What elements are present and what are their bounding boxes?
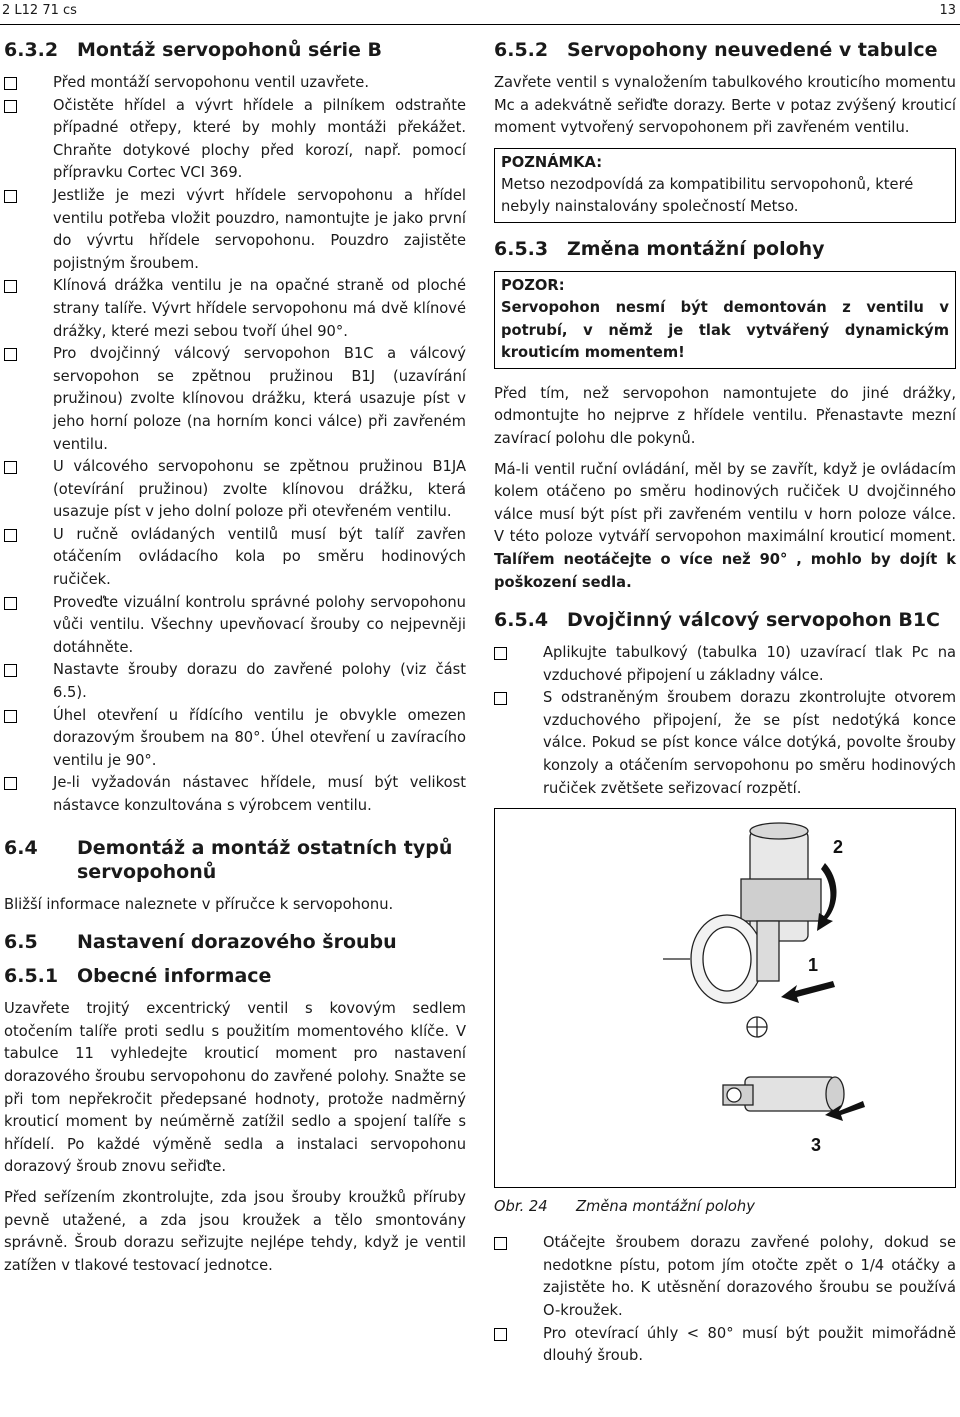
section-number: 6.5.3 — [494, 237, 549, 260]
note-body: Metso nezodpovídá za kompatibilitu servopohonů, které nebyly nainstalovány společností Metso. — [501, 175, 914, 216]
right-column — [494, 38, 956, 1368]
section-title: Změna montážní polohy — [567, 237, 825, 260]
heading-6-5-3 — [494, 237, 956, 261]
list-item: Je-li vyžadován nástavec hřídele, musí být velikost nástavce konzultována s výrobcem ventilu. — [4, 772, 466, 817]
checkbox-icon — [494, 1237, 507, 1250]
checklist-after-figure — [494, 1232, 956, 1368]
checkbox-icon — [494, 692, 507, 705]
warning-body: Servopohon nesmí být demontován z ventilu v potrubí, v němž je tlak vytvářený dynamickým krouticím momentem! — [501, 298, 949, 362]
note-box — [494, 148, 956, 223]
section-title: Demontáž a montáž ostatních typů servopohonů — [77, 836, 453, 883]
list-item: U ručně ovládaných ventilů musí být talíř zavřen otáčením ovládacího kola po směru hodinových ručiček. — [4, 524, 466, 592]
checkbox-icon — [494, 647, 507, 660]
paragraph: Bližší informace naleznete v příručce k servopohonu. — [4, 895, 394, 913]
checkbox-icon — [4, 280, 17, 293]
list-item: Nastavte šrouby dorazu do zavřené polohy (viz část 6.5). — [4, 659, 466, 704]
list-item: S odstraněným šroubem dorazu zkontrolujte otvorem vzduchového připojení, že se píst nedotýká konce válce. Pokud se píst konce válce dotýká, povolte šrouby konzoly a otáčením servopohonu po směru hodinových ručiček zvětšete seřizovací rozpětí. — [494, 687, 956, 800]
checkbox-icon — [494, 1328, 507, 1341]
actuator-illustration — [495, 809, 955, 1187]
figure-label-2: 2 — [833, 837, 844, 858]
checklist-6-3-2 — [4, 72, 466, 818]
checklist-6-5-4 — [494, 642, 956, 800]
section-title: Dvojčinný válcový servopohon B1C — [567, 609, 940, 632]
upper-actuator-housing — [741, 879, 821, 921]
section-number: 6.4 — [4, 836, 38, 859]
heading-6-5-1 — [4, 964, 466, 988]
section-title: Montáž servopohonů série B — [77, 39, 383, 61]
page-header — [0, 0, 960, 25]
lower-actuator-cylinder — [745, 1077, 835, 1111]
checkbox-icon — [4, 529, 17, 542]
list-item: Před montáží servopohonu ventil uzavřete. — [4, 72, 466, 95]
warning-box — [494, 271, 956, 369]
heading-6-3-2 — [4, 38, 466, 62]
upper-cylinder-cap — [750, 823, 808, 839]
heading-6-4 — [4, 836, 466, 884]
section-title: Servopohony neuvedené v tabulce — [567, 39, 938, 61]
checkbox-icon — [4, 461, 17, 474]
list-item: Jestliže je mezi vývrt hřídele servopohonu a hřídel ventilu potřeba vložit pouzdro, namontujte je jako první do vývrtu hřídele servopohonu. Pouzdro zajistěte pojistným šroubem. — [4, 185, 466, 275]
figure-24 — [494, 808, 956, 1188]
caption-text: Změna montážní polohy — [576, 1198, 755, 1216]
list-item: Pro dvojčinný válcový servopohon B1C a válcový servopohon se zpětnou pružinou B1J (uzavírání pružinou) zvolte klínovou drážku, která usazuje píst v jeho horní poloze (na horním konci válce) při zavřeném ventilu. — [4, 343, 466, 456]
section-number: 6.5.1 — [4, 965, 59, 988]
list-item: Klínová drážka ventilu je na opačné straně od ploché strany talíře. Vývrt hřídele servopohonu má dvě klínové drážky, které mezi sebou tvoří úhel 90°. — [4, 275, 466, 343]
note-title: POZNÁMKA: — [501, 153, 603, 171]
section-number: 6.5.4 — [494, 609, 549, 632]
bold-warning-text: Talířem neotáčejte o více než 90° , mohlo by dojít k poškození sedla. — [494, 550, 956, 591]
checkbox-icon — [4, 100, 17, 113]
list-item: Očistěte hřídel a vývrt hřídele a pilníkem odstraňte případné otřepy, které by mohly montáži překážet. Chraňte dotykové plochy před korozí, např. pomocí přípravku Cortec VCI 369. — [4, 95, 466, 185]
list-item: Pro otevírací úhly < 80° musí být použit mimořádně dlouhý šroub. — [494, 1323, 956, 1368]
list-item: Úhel otevření u řídícího ventilu je obvykle omezen dorazovým šroubem na 80°. Úhel otevření u zavíracího ventilu je 90°. — [4, 705, 466, 773]
paragraph: Uzavřete trojitý excentrický ventil s kovovým sedlem otočením talíře proti sedlu s použitím momentového klíče. V tabulce 11 vyhledejte krouticí moment pro nastavení dorazového šroubu servopohonu do zavřené polohy. Snažte se při tom nepřekročit předepsané hodnoty, protože nadměrný krouticí moment by neúměrně zatížil sedlo a spojení talíře s hřídelí. Po každé výměně sedla a instalaci servopohonu dorazový šroub znovu seřiďte. — [4, 1000, 466, 1176]
section-number: 6.5 — [4, 931, 38, 954]
valve-neck — [757, 921, 779, 981]
checkbox-icon — [4, 664, 17, 677]
left-column — [4, 38, 466, 1285]
checkbox-icon — [4, 77, 17, 90]
section-title: Obecné informace — [77, 965, 272, 988]
heading-6-5-2 — [494, 38, 956, 62]
list-item: Proveďte vizuální kontrolu správné polohy servopohonu vůči ventilu. Všechny upevňovací šrouby co nejpevněji dotáhněte. — [4, 592, 466, 660]
lower-shaft-bore — [727, 1088, 741, 1102]
list-item: U válcového servopohonu se zpětnou pružinou B1JA (otevírání pružinou) zvolte klínovou drážku, která usazuje píst v jeho dolní poloze při otevřeném ventilu. — [4, 456, 466, 524]
paragraph: Před tím, než servopohon namontujete do jiné drážky, odmontujte ho nejprve z hřídele ventilu. Přenastavte mezní zavírací polohu dle pokynů. — [494, 384, 956, 447]
section-number: 6.3.2 — [4, 39, 59, 61]
heading-6-5 — [4, 930, 466, 954]
section-number: 6.5.2 — [494, 39, 549, 61]
checkbox-icon — [4, 777, 17, 790]
section-title: Nastavení dorazového šroubu — [77, 931, 397, 954]
figure-caption — [494, 1196, 956, 1218]
checkbox-icon — [4, 348, 17, 361]
list-item: Otáčejte šroubem dorazu zavřené polohy, dokud se nedotkne pístu, potom jím otočte zpět o 1/4 otáčky a zajistěte ho. K utěsnění dorazového šroubu se používá O-kroužek. — [494, 1232, 956, 1322]
paragraph: Zavřete ventil s vynaložením tabulkového krouticího momentu Mc a adekvátně seřiďte dorazy. Berte v potaz zvýšený krouticí moment vytvořený servopohonem při zavřeném ventilu. — [494, 74, 956, 137]
paragraph: Má-li ventil ruční ovládání, měl by se zavřít, když je ovládacím kolem otáčeno po směru hodinových ručiček U dvojčinného válce musí být píst při zavřeném ventilu v horn poloze válce. V této poloze vytváří servopohon maximální krouticí moment. Talířem neotáčejte o více než 90° , mohlo by dojít k poškození sedla. — [494, 460, 956, 591]
checkbox-icon — [4, 597, 17, 610]
heading-6-5-4 — [494, 608, 956, 632]
lower-cylinder-cap — [826, 1077, 844, 1111]
checkbox-icon — [4, 710, 17, 723]
page-number: 13 — [939, 3, 956, 18]
document-code: 2 L12 71 cs — [2, 3, 77, 18]
figure-label-3: 3 — [811, 1135, 822, 1156]
list-item: Aplikujte tabulkový (tabulka 10) uzavírací tlak Pc na vzduchové připojení u základny válce. — [494, 642, 956, 687]
warning-title: POZOR: — [501, 276, 565, 294]
valve-bore — [703, 927, 751, 991]
arrow-1-icon — [781, 981, 835, 1003]
figure-label-1: 1 — [808, 955, 819, 976]
caption-number: Obr. 24 — [494, 1198, 548, 1216]
paragraph: Před seřízením zkontrolujte, zda jsou šrouby kroužků příruby pevně utažené, a zda jsou kroužek a tělo smontovány správně. Šroub dorazu seřizujte nejlépe tehdy, když je ventil zatížen v tlakové testovací jednotce. — [4, 1188, 466, 1274]
checkbox-icon — [4, 190, 17, 203]
